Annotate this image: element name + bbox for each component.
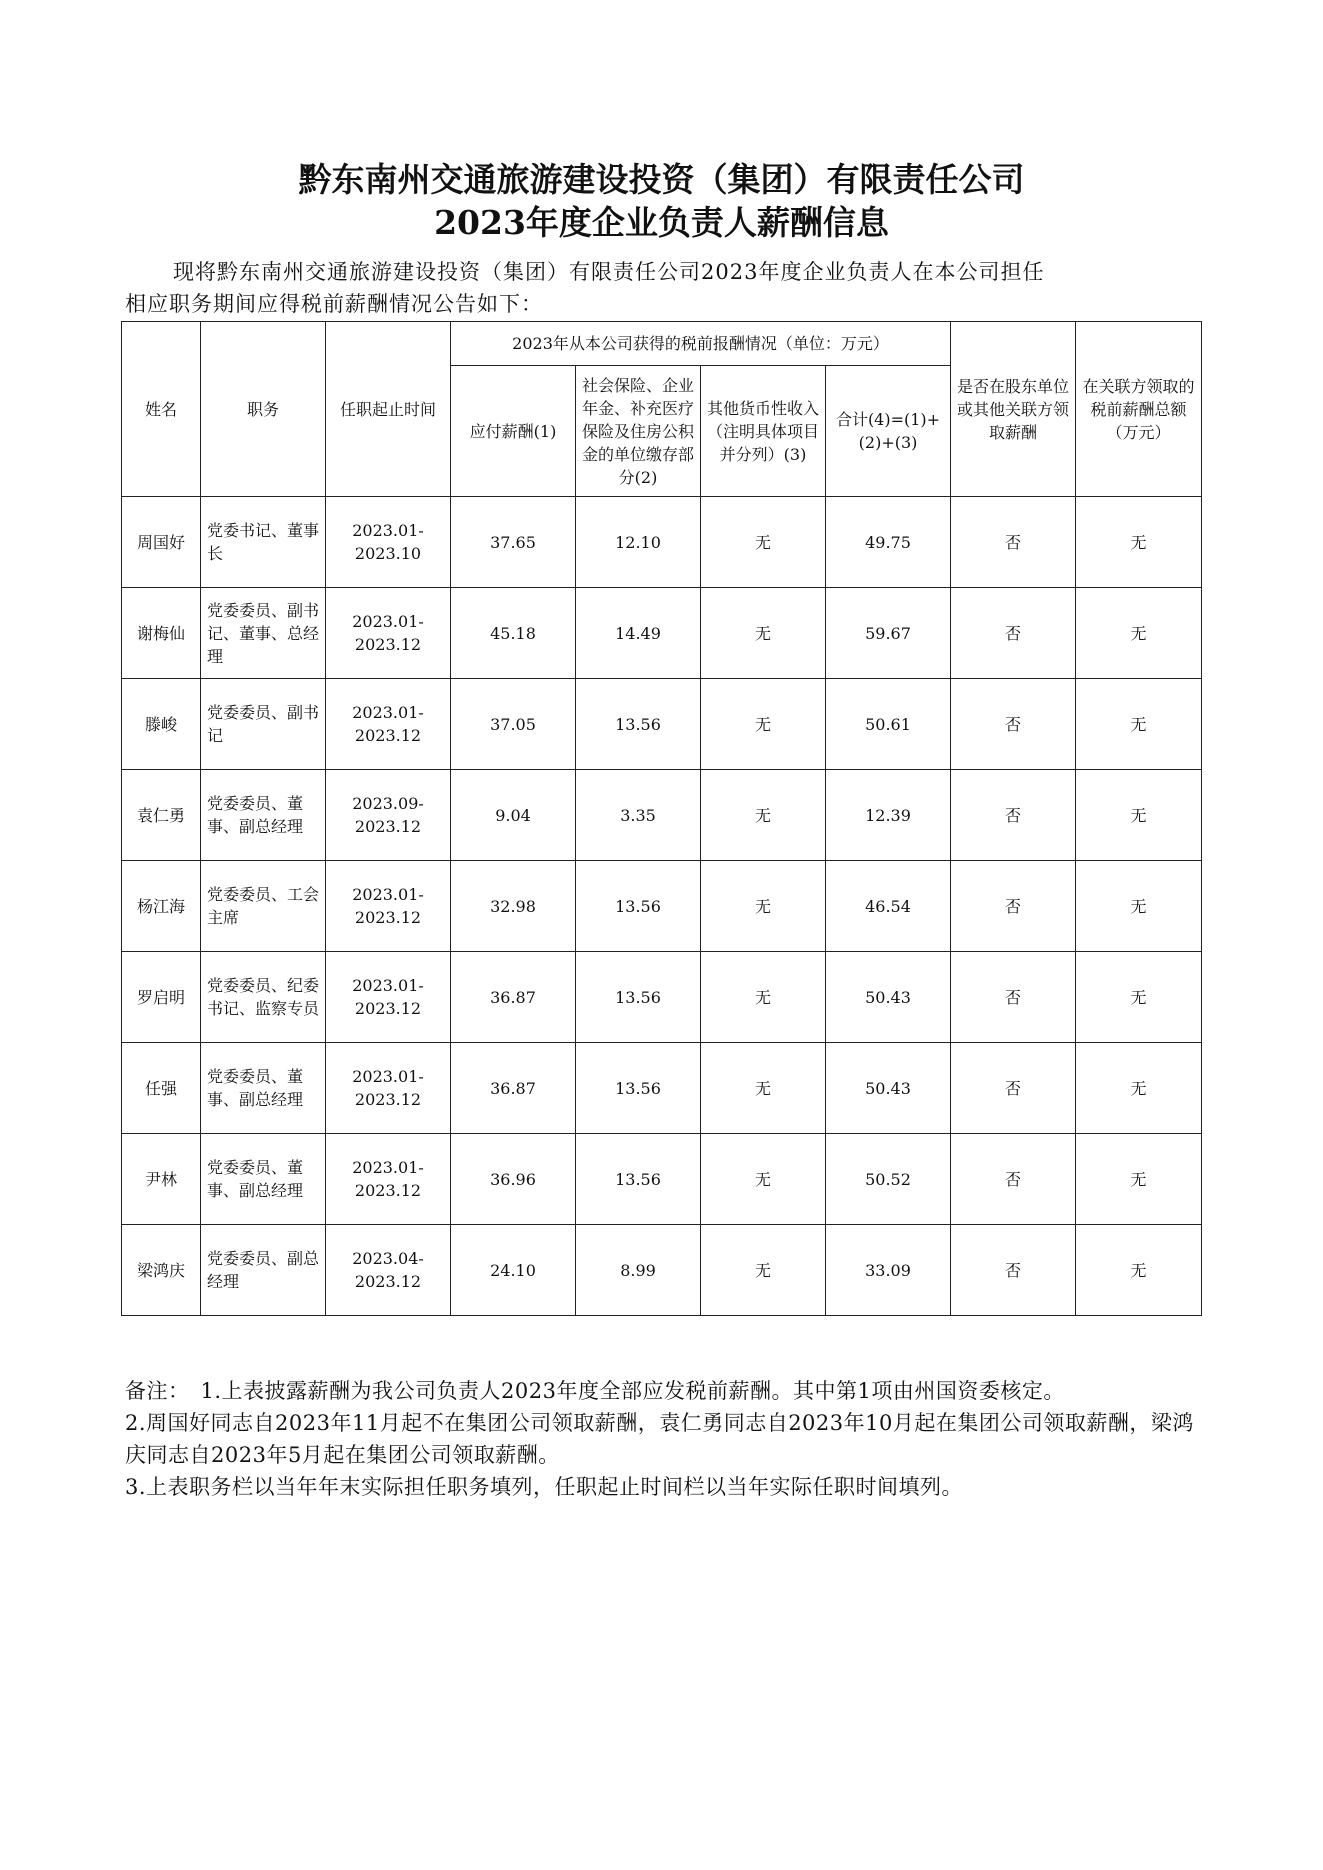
table-row [122,1225,1202,1316]
cell-other-income: 无 [701,1134,826,1225]
cell-other-income: 无 [701,1225,826,1316]
table-row [122,1134,1202,1225]
cell-total: 12.39 [826,770,951,861]
cell-insurance: 13.56 [576,1043,701,1134]
cell-position: 党委委员、董事、副总经理 [201,770,326,861]
cell-salary: 24.10 [451,1225,576,1316]
term-start: 2023.01- [352,1158,424,1177]
cell-total: 59.67 [826,588,951,679]
cell-position: 党委委员、副书记 [201,679,326,770]
cell-name: 滕峻 [122,679,201,770]
cell-name: 周国好 [122,497,201,588]
cell-shareholder-pay: 否 [951,861,1076,952]
cell-related-pay-total: 无 [1076,1134,1202,1225]
header-related-pay-total: 在关联方领取的税前薪酬总额（万元） [1076,322,1202,497]
header-salary: 应付薪酬(1) [451,366,576,497]
note-1: 备注： 1.上表披露薪酬为我公司负责人2023年度全部应发税前薪酬。其中第1项由州国资委核定。 [125,1379,1065,1403]
term-end: 2023.12 [354,1181,422,1200]
cell-name: 梁鸿庆 [122,1225,201,1316]
term-end: 2023.12 [354,635,422,654]
cell-term [326,1225,451,1316]
cell-salary: 32.98 [451,861,576,952]
cell-shareholder-pay: 否 [951,679,1076,770]
cell-position: 党委委员、纪委书记、监察专员 [201,952,326,1043]
cell-total: 46.54 [826,861,951,952]
cell-total: 49.75 [826,497,951,588]
document-title: 黔东南州交通旅游建设投资（集团）有限责任公司 [298,160,1025,199]
cell-insurance: 12.10 [576,497,701,588]
cell-position: 党委委员、副书记、董事、总经理 [201,588,326,679]
table-body [122,497,1202,1316]
cell-other-income: 无 [701,588,826,679]
intro-paragraph [125,256,1200,320]
term-end: 2023.12 [354,1272,422,1291]
term-start: 2023.01- [352,1067,424,1086]
table-row [122,861,1202,952]
cell-term [326,861,451,952]
term-start: 2023.04- [352,1249,424,1268]
cell-name: 罗启明 [122,952,201,1043]
cell-total: 50.61 [826,679,951,770]
cell-term [326,1043,451,1134]
cell-shareholder-pay: 否 [951,1225,1076,1316]
header-compensation-group: 2023年从本公司获得的税前报酬情况（单位：万元） [451,322,951,366]
cell-shareholder-pay: 否 [951,1134,1076,1225]
cell-position: 党委书记、董事长 [201,497,326,588]
cell-other-income: 无 [701,770,826,861]
cell-name: 尹林 [122,1134,201,1225]
cell-total: 50.52 [826,1134,951,1225]
cell-term [326,497,451,588]
cell-related-pay-total: 无 [1076,1043,1202,1134]
cell-insurance: 13.56 [576,952,701,1043]
table-row [122,1043,1202,1134]
cell-shareholder-pay: 否 [951,952,1076,1043]
intro-line-1: 现将黔东南州交通旅游建设投资（集团）有限责任公司2023年度企业负责人在本公司担任 [173,260,1045,284]
cell-insurance: 3.35 [576,770,701,861]
cell-insurance: 13.56 [576,1134,701,1225]
cell-salary: 9.04 [451,770,576,861]
term-start: 2023.01- [352,612,424,631]
table-row [122,679,1202,770]
cell-name: 杨江海 [122,861,201,952]
cell-other-income: 无 [701,1043,826,1134]
header-term: 任职起止时间 [326,322,451,497]
header-total: 合计(4)=(1)+(2)+(3) [826,366,951,497]
cell-insurance: 13.56 [576,679,701,770]
table-row [122,952,1202,1043]
cell-position: 党委委员、副总经理 [201,1225,326,1316]
header-insurance: 社会保险、企业年金、补充医疗保险及住房公积金的单位缴存部分(2) [576,366,701,497]
header-name: 姓名 [122,322,201,497]
cell-position: 党委委员、工会主席 [201,861,326,952]
term-end: 2023.12 [354,726,422,745]
cell-insurance: 8.99 [576,1225,701,1316]
cell-insurance: 14.49 [576,588,701,679]
cell-related-pay-total: 无 [1076,679,1202,770]
salary-table [121,321,1202,1316]
term-start: 2023.01- [352,703,424,722]
cell-salary: 36.87 [451,952,576,1043]
cell-salary: 37.05 [451,679,576,770]
cell-term [326,952,451,1043]
table-row [122,497,1202,588]
document-subtitle: 2023年度企业负责人薪酬信息 [434,203,889,242]
note-3: 3.上表职务栏以当年年末实际担任职务填列，任职起止时间栏以当年实际任职时间填列。 [125,1475,964,1499]
term-end: 2023.12 [354,817,422,836]
cell-other-income: 无 [701,497,826,588]
cell-shareholder-pay: 否 [951,497,1076,588]
cell-name: 任强 [122,1043,201,1134]
cell-term [326,588,451,679]
cell-salary: 45.18 [451,588,576,679]
cell-related-pay-total: 无 [1076,1225,1202,1316]
cell-salary: 36.96 [451,1134,576,1225]
header-shareholder-pay: 是否在股东单位或其他关联方领取薪酬 [951,322,1076,497]
term-start: 2023.01- [352,521,424,540]
cell-term [326,1134,451,1225]
cell-name: 谢梅仙 [122,588,201,679]
note-2: 2.周国好同志自2023年11月起不在集团公司领取薪酬，袁仁勇同志自2023年10月起在集团公司领取薪酬，梁鸿庆同志自2023年5月起在集团公司领取薪酬。 [125,1411,1194,1467]
cell-total: 50.43 [826,1043,951,1134]
cell-shareholder-pay: 否 [951,588,1076,679]
cell-salary: 37.65 [451,497,576,588]
cell-other-income: 无 [701,952,826,1043]
table-row [122,588,1202,679]
cell-other-income: 无 [701,861,826,952]
cell-total: 50.43 [826,952,951,1043]
cell-position: 党委委员、董事、副总经理 [201,1043,326,1134]
cell-term [326,679,451,770]
term-start: 2023.09- [352,794,424,813]
cell-related-pay-total: 无 [1076,588,1202,679]
cell-shareholder-pay: 否 [951,1043,1076,1134]
cell-position: 党委委员、董事、副总经理 [201,1134,326,1225]
term-end: 2023.12 [354,1090,422,1109]
table-row [122,770,1202,861]
cell-related-pay-total: 无 [1076,497,1202,588]
header-position: 职务 [201,322,326,497]
cell-related-pay-total: 无 [1076,861,1202,952]
term-end: 2023.12 [354,999,422,1018]
cell-name: 袁仁勇 [122,770,201,861]
cell-related-pay-total: 无 [1076,770,1202,861]
cell-salary: 36.87 [451,1043,576,1134]
term-start: 2023.01- [352,885,424,904]
cell-other-income: 无 [701,679,826,770]
cell-total: 33.09 [826,1225,951,1316]
header-other-income: 其他货币性收入（注明具体项目并分列）(3) [701,366,826,497]
term-end: 2023.12 [354,908,422,927]
intro-line-2: 相应职务期间应得税前薪酬情况公告如下： [125,292,543,316]
cell-shareholder-pay: 否 [951,770,1076,861]
cell-related-pay-total: 无 [1076,952,1202,1043]
term-start: 2023.01- [352,976,424,995]
term-end: 2023.10 [354,544,422,563]
cell-insurance: 13.56 [576,861,701,952]
notes-section [125,1375,1200,1503]
cell-term [326,770,451,861]
